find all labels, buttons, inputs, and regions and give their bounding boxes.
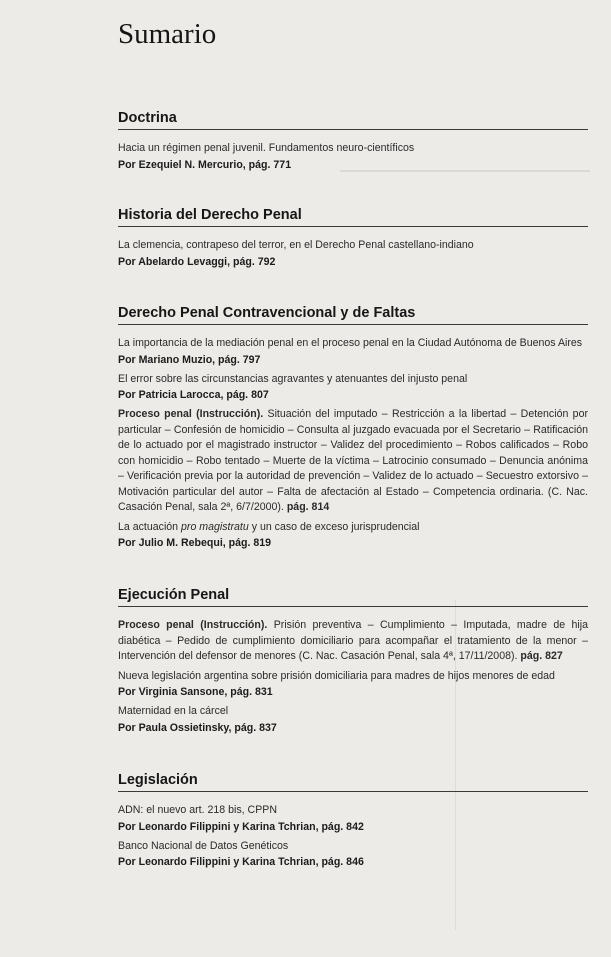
entry-title: Nueva legislación argentina sobre prisión domiciliaria para madres de hijos menores de edad xyxy=(118,669,555,682)
entry-jurisprudence xyxy=(118,618,588,665)
entry-author: Por Mariano Muzio, pág. 797 xyxy=(118,353,261,366)
entry-text: Situación del imputado – Restricción a la libertad – Detención por particular – Confesión de homicidio – Consulta al juzgado evacuada por el Secretario – Ratificación de lo actuado por el magistrado instructor – Validez del procedimiento – Robos calificados – Robo con homicidio – Robo tentado – Muerte de la víctima – Latrocinio consumado – Denuncia anónima – Verificación previa por la autoridad de prevención – Validez de lo actuado – Secuestro extorsivo – Motivación particular del autor – Falta de afectación al Estado – Competencia ordinaria. (C. Nac. Casación Penal, sala 2ª, 6/7/2000). xyxy=(118,408,588,513)
entry xyxy=(118,669,588,701)
entry-page: pág. 827 xyxy=(520,650,563,662)
entry-title: Banco Nacional de Datos Genéticos xyxy=(118,839,289,852)
section-legislacion xyxy=(118,772,588,874)
entry-title: Maternidad en la cárcel xyxy=(118,705,229,717)
section-ejecucion xyxy=(118,587,588,740)
entry-list xyxy=(118,618,588,736)
section-heading: Doctrina xyxy=(118,110,588,130)
entry-page: pág. 814 xyxy=(286,501,330,513)
entry-list xyxy=(118,803,588,870)
section-heading: Ejecución Penal xyxy=(118,587,588,607)
entry xyxy=(118,704,588,736)
entry-title: La importancia de la mediación penal en el proceso penal en la Ciudad Autónoma de Buenos Aires xyxy=(118,337,583,349)
entry-title: La clemencia, contrapeso del terror, en el Derecho Penal castellano-indiano xyxy=(118,239,474,251)
entry xyxy=(118,839,588,871)
entry xyxy=(118,141,588,173)
entry xyxy=(118,803,588,835)
entry-title-part: y un caso de exceso jurisprudencial xyxy=(251,520,420,533)
entry-author: Por Leonardo Filippini y Karina Tchrian, pág. 842 xyxy=(118,820,364,833)
entry-author: Por Paula Ossietinsky, pág. 837 xyxy=(118,721,277,734)
entry xyxy=(118,336,588,368)
section-doctrina xyxy=(118,110,588,177)
entry xyxy=(118,520,588,552)
entry-author: Por Julio M. Rebequi, pág. 819 xyxy=(118,537,272,549)
entry-lead: Proceso penal (Instrucción). xyxy=(118,619,268,631)
section-heading: Derecho Penal Contravencional y de Faltas xyxy=(118,305,588,325)
section-historia xyxy=(118,207,588,274)
entry-author: Por Leonardo Filippini y Karina Tchrian, pág. 846 xyxy=(118,856,364,868)
entry-list xyxy=(118,336,588,551)
entry-author: Por Virginia Sansone, pág. 831 xyxy=(118,686,273,698)
entry-title: Hacia un régimen penal juvenil. Fundamentos neuro-científicos xyxy=(118,142,415,154)
entry-author: Por Abelardo Levaggi, pág. 792 xyxy=(118,255,276,268)
entry-lead: Proceso penal (Instrucción). xyxy=(118,408,264,420)
entry-summary xyxy=(118,407,588,516)
entry-title-part: La actuación xyxy=(118,520,179,533)
entry xyxy=(118,372,588,404)
entry-text: Prisión preventiva – Cumplimiento – Imputada, madre de hija diabética – Pedido de cumplimiento domiciliario para acompañar el tratamiento de la menor – Intervención del defensor de menores (C. Nac. Casación Penal, sala 4ª, 17/11/2008). xyxy=(118,619,588,662)
page-title: Sumario xyxy=(118,18,217,50)
entry-list xyxy=(118,238,588,270)
section-contravencional xyxy=(118,305,588,555)
entry-author: Por Ezequiel N. Mercurio, pág. 771 xyxy=(118,158,292,171)
entry-title xyxy=(118,520,588,536)
entry-title: El error sobre las circunstancias agravantes y atenuantes del injusto penal xyxy=(118,372,468,385)
entry-jurisprudence xyxy=(118,407,588,516)
entry-author: Por Patricia Larocca, pág. 807 xyxy=(118,389,269,401)
entry-title: ADN: el nuevo art. 218 bis, CPPN xyxy=(118,804,277,816)
section-heading: Legislación xyxy=(118,772,588,792)
entry-title-italic: pro magistratu xyxy=(181,520,249,533)
section-heading: Historia del Derecho Penal xyxy=(118,207,588,227)
entry-summary xyxy=(118,618,588,665)
entry xyxy=(118,238,588,270)
entry-list xyxy=(118,141,588,173)
